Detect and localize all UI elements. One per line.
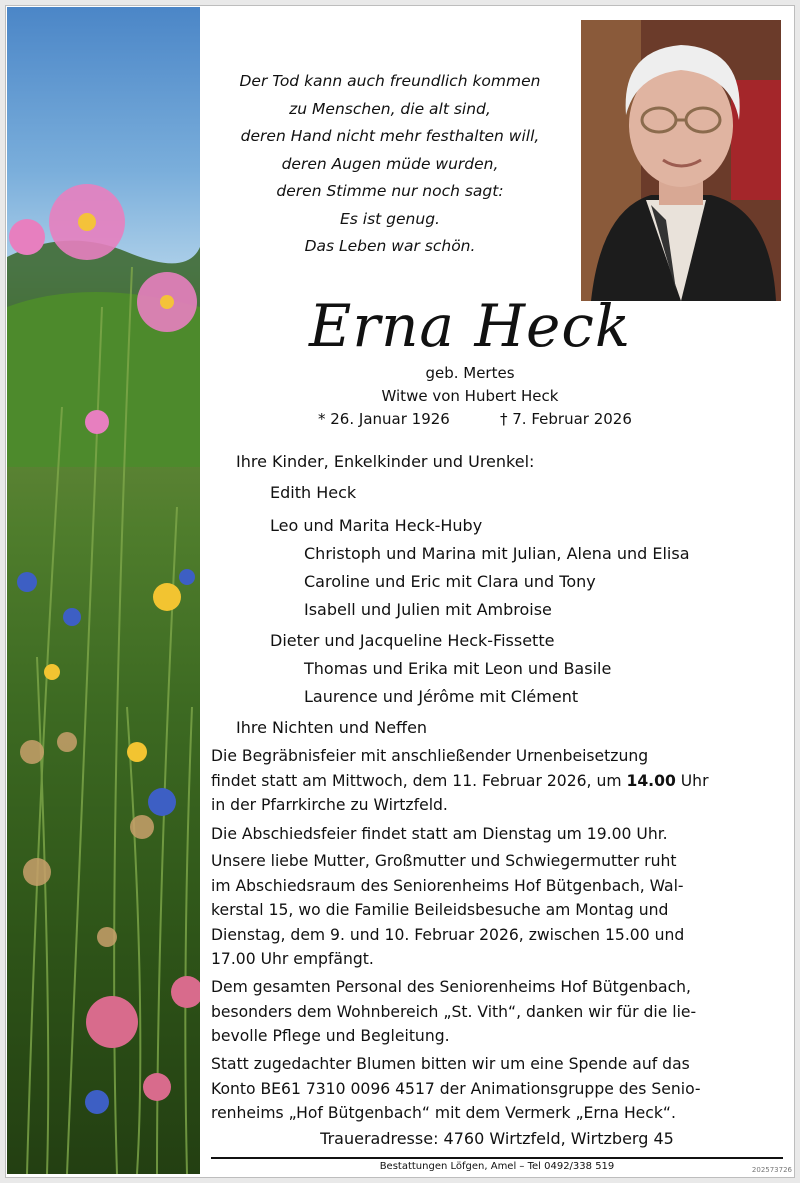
flower-meadow-image [7,7,200,1174]
text-line [211,769,791,794]
text-line: im Abschiedsraum des Seniorenheims Hof Bütgenbach, Wal- [211,876,684,895]
family-member: Caroline und Eric mit Clara und Tony [304,572,596,591]
text-line: kerstal 15, wo die Familie Beileidsbesuche am Montag und [211,901,669,919]
mourning-address: Traueradresse: 4760 Wirtzfeld, Wirtzberg 45 [320,1129,674,1148]
birth-name: geb. Mertes [425,364,515,382]
text-span: findet statt am Mittwoch, dem 11. Februar 2026, um [211,771,627,790]
family-member: Christoph und Marina mit Julian, Alena und Elisa [304,544,690,563]
poem-line: deren Hand nicht mehr festhalten will, [240,127,540,145]
text-line: bevolle Pflege und Begleitung. [211,1027,450,1045]
funeral-info [211,744,791,818]
poem [200,68,580,261]
text-line: renheims „Hof Bütgenbach“ mit dem Vermerk „Erna Heck“. [211,1104,676,1122]
family-member: Laurence und Jérôme mit Clément [304,687,579,706]
widow-of: Witwe von Hubert Heck [381,387,559,405]
poem-line: Es ist genug. [340,209,440,228]
text-line: Die Abschiedsfeier findet statt am Dienstag um 19.00 Uhr. [211,825,668,843]
family-member: Ihre Nichten und Neffen [236,718,428,737]
funeral-home: Bestattungen Löfgen, Amel – Tel 0492/338 519 [379,1161,615,1172]
poem-line: deren Stimme nur noch sagt: [276,182,504,200]
reference-number: 202573726 [751,1166,792,1174]
portrait-photo [581,20,781,301]
family-member: Dieter und Jacqueline Heck-Fissette [270,631,555,650]
family-heading: Ihre Kinder, Enkelkinder und Urenkel: [236,452,535,471]
divider [211,1157,783,1159]
death-date: † 7. Februar 2026 [500,410,632,428]
text-line: Statt zugedachter Blumen bitten wir um eine Spende auf das [211,1055,690,1073]
text-span: Uhr [675,771,709,790]
family-member: Isabell und Julien mit Ambroise [304,600,552,619]
viewing-info [211,849,791,972]
birth-date: * 26. Januar 1926 [318,410,450,428]
text-line: besonders dem Wohnbereich „St. Vith“, danken wir für die lie- [211,1002,697,1021]
poem-line: deren Augen müde wurden, [281,154,499,173]
family-member: Leo und Marita Heck-Huby [270,516,483,535]
thanks-info [211,975,791,1049]
text-line: Konto BE61 7310 0096 4517 der Animationsgruppe des Senio- [211,1079,701,1098]
text-line: Unsere liebe Mutter, Großmutter und Schwiegermutter ruht [211,852,677,870]
poem-line: zu Menschen, die alt sind, [289,99,491,118]
deceased-name: Erna Heck [309,292,631,360]
poem-line: Der Tod kann auch freundlich kommen [239,72,541,90]
text-line: Die Begräbnisfeier mit anschließender Urnenbeisetzung [211,747,649,765]
family-member: Edith Heck [270,483,357,502]
text-line: Dienstag, dem 9. und 10. Februar 2026, zwischen 15.00 und [211,925,685,944]
text-line: Dem gesamten Personal des Seniorenheims Hof Bütgenbach, [211,978,692,996]
donation-info [211,1052,791,1126]
poem-line: Das Leben war schön. [304,237,476,255]
funeral-time: 14.00 [626,771,676,790]
text-line: in der Pfarrkirche zu Wirtzfeld. [211,796,448,814]
farewell-info [211,822,791,847]
family-member: Thomas und Erika mit Leon und Basile [304,659,612,678]
text-line: 17.00 Uhr empfängt. [211,950,374,968]
